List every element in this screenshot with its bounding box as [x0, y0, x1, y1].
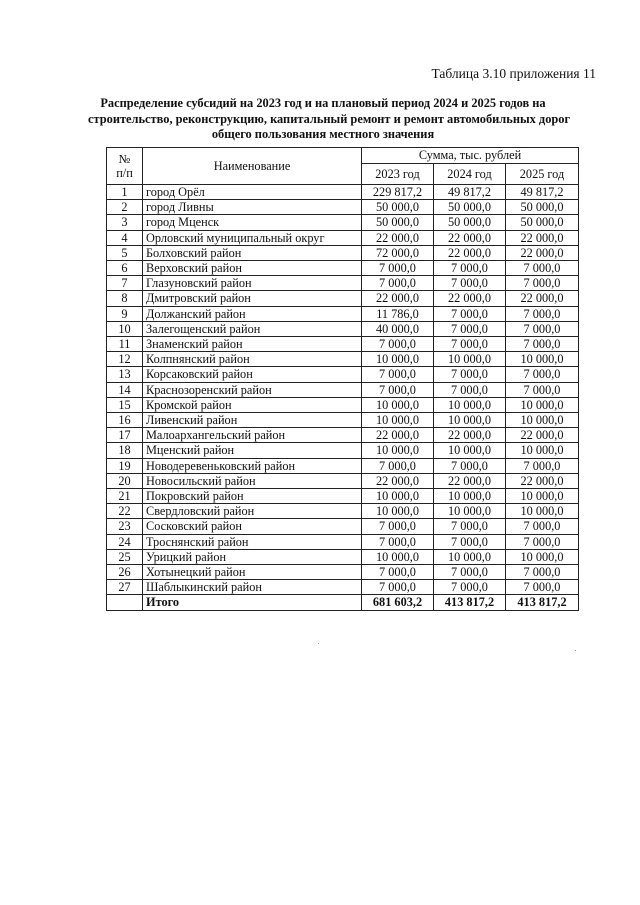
total-value-2024: 413 817,2: [434, 595, 506, 610]
row-name: Хотынецкий район: [143, 565, 362, 580]
row-value-2023: 7 000,0: [362, 337, 434, 352]
row-number: 14: [107, 382, 143, 397]
row-number: 24: [107, 534, 143, 549]
title-line: общего пользования местного значения: [211, 127, 435, 141]
column-header-year-2024: 2024 год: [434, 164, 506, 185]
row-value-2025: 7 000,0: [506, 321, 579, 336]
row-value-2023: 229 817,2: [362, 185, 434, 200]
row-value-2023: 72 000,0: [362, 245, 434, 260]
table-row: [107, 200, 579, 215]
table-row: [107, 382, 579, 397]
row-value-2024: 22 000,0: [434, 230, 506, 245]
row-value-2023: 7 000,0: [362, 382, 434, 397]
table-row: [107, 504, 579, 519]
table-row: [107, 321, 579, 336]
table-row: [107, 185, 579, 200]
total-label: Итого: [143, 595, 362, 610]
table-row: [107, 245, 579, 260]
table-row: [107, 565, 579, 580]
row-value-2025: 10 000,0: [506, 352, 579, 367]
row-value-2024: 10 000,0: [434, 504, 506, 519]
table-row: [107, 397, 579, 412]
row-name: Ливенский район: [143, 413, 362, 428]
row-value-2024: 7 000,0: [434, 321, 506, 336]
row-value-2025: 22 000,0: [506, 291, 579, 306]
row-number: 16: [107, 413, 143, 428]
row-value-2025: 10 000,0: [506, 504, 579, 519]
row-value-2025: 7 000,0: [506, 261, 579, 276]
row-value-2023: 50 000,0: [362, 200, 434, 215]
row-value-2025: 7 000,0: [506, 276, 579, 291]
row-value-2024: 22 000,0: [434, 428, 506, 443]
row-value-2025: 10 000,0: [506, 413, 579, 428]
row-name: Покровский район: [143, 489, 362, 504]
row-value-2023: 7 000,0: [362, 580, 434, 595]
row-name: Урицкий район: [143, 549, 362, 564]
row-number: 11: [107, 337, 143, 352]
row-value-2025: 49 817,2: [506, 185, 579, 200]
table-row: [107, 337, 579, 352]
column-header-name: Наименование: [143, 148, 362, 185]
table-row: [107, 443, 579, 458]
row-name: Кромской район: [143, 397, 362, 412]
row-name: Мценский район: [143, 443, 362, 458]
row-value-2025: 7 000,0: [506, 534, 579, 549]
row-number: 26: [107, 565, 143, 580]
row-value-2024: 10 000,0: [434, 413, 506, 428]
row-value-2024: 50 000,0: [434, 200, 506, 215]
row-name: Болховский район: [143, 245, 362, 260]
scan-speck: [318, 643, 319, 644]
row-value-2025: 7 000,0: [506, 519, 579, 534]
row-value-2023: 7 000,0: [362, 261, 434, 276]
row-value-2023: 10 000,0: [362, 413, 434, 428]
row-number: 23: [107, 519, 143, 534]
row-number: 6: [107, 261, 143, 276]
row-value-2025: 22 000,0: [506, 245, 579, 260]
row-value-2024: 7 000,0: [434, 261, 506, 276]
column-header-number: [107, 148, 143, 185]
row-number: 9: [107, 306, 143, 321]
column-header-number-text: № п/п: [116, 152, 133, 180]
row-number: 15: [107, 397, 143, 412]
row-name: Залегощенский район: [143, 321, 362, 336]
table-reference: Таблица 3.10 приложения 11: [431, 66, 596, 81]
row-number: 13: [107, 367, 143, 382]
row-number: 5: [107, 245, 143, 260]
row-value-2024: 7 000,0: [434, 580, 506, 595]
row-number: 1: [107, 185, 143, 200]
row-number: 7: [107, 276, 143, 291]
row-value-2023: 50 000,0: [362, 215, 434, 230]
row-value-2023: 10 000,0: [362, 549, 434, 564]
row-value-2023: 22 000,0: [362, 428, 434, 443]
row-value-2024: 10 000,0: [434, 397, 506, 412]
row-value-2025: 22 000,0: [506, 428, 579, 443]
row-value-2023: 11 786,0: [362, 306, 434, 321]
table-row: [107, 534, 579, 549]
row-value-2024: 49 817,2: [434, 185, 506, 200]
row-number: 4: [107, 230, 143, 245]
subsidies-table: [106, 147, 579, 611]
row-name: Свердловский район: [143, 504, 362, 519]
table-row: [107, 276, 579, 291]
row-name: Сосковский район: [143, 519, 362, 534]
row-value-2025: 7 000,0: [506, 580, 579, 595]
table-row: [107, 230, 579, 245]
row-name: Дмитровский район: [143, 291, 362, 306]
row-name: Глазуновский район: [143, 276, 362, 291]
row-value-2023: 10 000,0: [362, 397, 434, 412]
table-row: [107, 261, 579, 276]
row-name: Знаменский район: [143, 337, 362, 352]
row-value-2025: 10 000,0: [506, 443, 579, 458]
scan-speck: [575, 650, 576, 651]
row-value-2025: 7 000,0: [506, 306, 579, 321]
row-number: 10: [107, 321, 143, 336]
row-value-2023: 7 000,0: [362, 565, 434, 580]
row-value-2024: 22 000,0: [434, 473, 506, 488]
row-number: 22: [107, 504, 143, 519]
row-name: Колпнянский район: [143, 352, 362, 367]
row-value-2024: 10 000,0: [434, 549, 506, 564]
row-number: 27: [107, 580, 143, 595]
row-value-2024: 10 000,0: [434, 352, 506, 367]
row-value-2023: 7 000,0: [362, 367, 434, 382]
row-value-2023: 22 000,0: [362, 473, 434, 488]
row-value-2024: 7 000,0: [434, 276, 506, 291]
row-value-2024: 10 000,0: [434, 489, 506, 504]
total-value-2025: 413 817,2: [506, 595, 579, 610]
row-value-2023: 10 000,0: [362, 489, 434, 504]
title-line: Распределение субсидий на 2023 год и на плановый период 2024 и 2025 годов на: [100, 96, 546, 110]
row-value-2024: 22 000,0: [434, 245, 506, 260]
row-value-2024: 7 000,0: [434, 519, 506, 534]
total-value-2023: 681 603,2: [362, 595, 434, 610]
row-name: Троснянский район: [143, 534, 362, 549]
row-name: город Орёл: [143, 185, 362, 200]
row-number: 19: [107, 458, 143, 473]
row-number: 18: [107, 443, 143, 458]
row-number: 2: [107, 200, 143, 215]
row-value-2023: 7 000,0: [362, 276, 434, 291]
row-value-2025: 7 000,0: [506, 565, 579, 580]
table-row: [107, 458, 579, 473]
table-row: [107, 215, 579, 230]
row-value-2024: 50 000,0: [434, 215, 506, 230]
row-number: 20: [107, 473, 143, 488]
row-number: 17: [107, 428, 143, 443]
row-value-2023: 22 000,0: [362, 291, 434, 306]
row-value-2024: 7 000,0: [434, 565, 506, 580]
table-row: [107, 549, 579, 564]
row-name: Верховский район: [143, 261, 362, 276]
row-value-2023: 40 000,0: [362, 321, 434, 336]
row-value-2023: 10 000,0: [362, 504, 434, 519]
row-value-2025: 22 000,0: [506, 473, 579, 488]
total-row: [107, 595, 579, 610]
table-row: [107, 580, 579, 595]
row-value-2024: 7 000,0: [434, 458, 506, 473]
row-number: 25: [107, 549, 143, 564]
row-value-2024: 10 000,0: [434, 443, 506, 458]
row-name: Малоархангельский район: [143, 428, 362, 443]
table-row: [107, 306, 579, 321]
table-row: [107, 428, 579, 443]
row-value-2023: 7 000,0: [362, 519, 434, 534]
row-value-2025: 10 000,0: [506, 489, 579, 504]
table-row: [107, 367, 579, 382]
row-value-2024: 22 000,0: [434, 291, 506, 306]
row-name: Орловский муниципальный округ: [143, 230, 362, 245]
table-body: [107, 185, 579, 611]
row-value-2025: 7 000,0: [506, 382, 579, 397]
row-value-2023: 7 000,0: [362, 458, 434, 473]
row-name: Корсаковский район: [143, 367, 362, 382]
row-value-2024: 7 000,0: [434, 306, 506, 321]
row-name: Должанский район: [143, 306, 362, 321]
column-header-year-2023: 2023 год: [362, 164, 434, 185]
row-value-2025: 10 000,0: [506, 549, 579, 564]
row-name: Новодеревеньковский район: [143, 458, 362, 473]
row-value-2025: 7 000,0: [506, 367, 579, 382]
row-name: Шаблыкинский район: [143, 580, 362, 595]
row-value-2025: 50 000,0: [506, 200, 579, 215]
row-value-2024: 7 000,0: [434, 367, 506, 382]
table-row: [107, 352, 579, 367]
row-value-2025: 22 000,0: [506, 230, 579, 245]
row-value-2024: 7 000,0: [434, 534, 506, 549]
row-value-2024: 7 000,0: [434, 337, 506, 352]
row-name: Новосильский район: [143, 473, 362, 488]
title-line: строительство, реконструкцию, капитальный ремонт и ремонт автомобильных дорог: [88, 111, 571, 126]
row-value-2023: 10 000,0: [362, 352, 434, 367]
column-header-sum: Сумма, тыс. рублей: [362, 148, 579, 164]
row-number: 8: [107, 291, 143, 306]
row-value-2024: 7 000,0: [434, 382, 506, 397]
document-title: [88, 96, 571, 143]
row-name: город Мценск: [143, 215, 362, 230]
table-row: [107, 489, 579, 504]
row-value-2025: 50 000,0: [506, 215, 579, 230]
row-value-2023: 10 000,0: [362, 443, 434, 458]
row-value-2023: 22 000,0: [362, 230, 434, 245]
row-value-2025: 7 000,0: [506, 337, 579, 352]
row-name: город Ливны: [143, 200, 362, 215]
column-header-year-2025: 2025 год: [506, 164, 579, 185]
row-value-2025: 10 000,0: [506, 397, 579, 412]
row-value-2023: 7 000,0: [362, 534, 434, 549]
table-row: [107, 291, 579, 306]
row-value-2025: 7 000,0: [506, 458, 579, 473]
total-number-cell: [107, 595, 143, 610]
table-row: [107, 413, 579, 428]
row-number: 3: [107, 215, 143, 230]
row-number: 21: [107, 489, 143, 504]
table-row: [107, 473, 579, 488]
row-number: 12: [107, 352, 143, 367]
table-row: [107, 519, 579, 534]
row-name: Краснозоренский район: [143, 382, 362, 397]
